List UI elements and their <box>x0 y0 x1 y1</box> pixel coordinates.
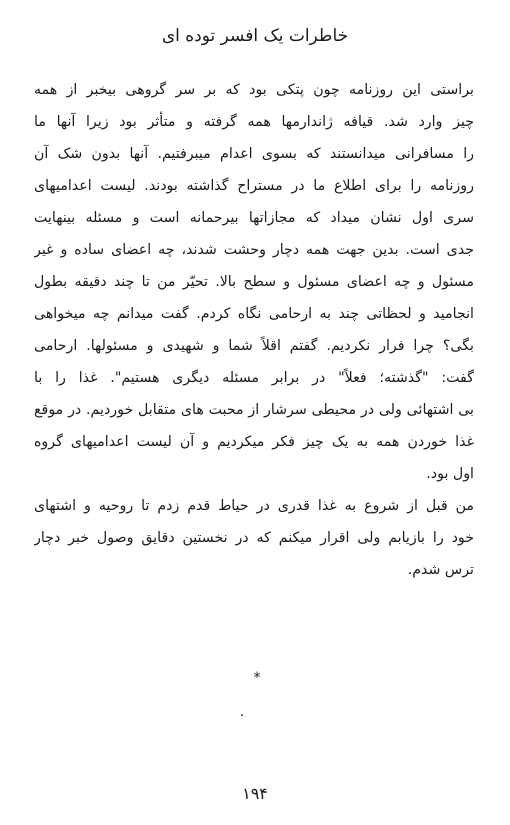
text-line: من قبل از شروع به غذا قدری در حیاط قدم زدم تا روحیه و اشتهای <box>34 498 474 514</box>
text-line: سری اول نشان میداد که مجازاتها بیرحمانه است و مسئله بینهایت <box>34 210 474 226</box>
paragraph-2 <box>34 490 474 586</box>
text-line: غذا خوردن همه به یک چیز فکر میکردیم و آن لیست اعدامیهای گروه <box>34 434 474 450</box>
text-line: انجامید و لحظاتی چند به ارحامی نگاه کردم. گفت میدانم چه میخواهی <box>34 306 474 322</box>
text-line: روزنامه را برای اطلاع ما در مستراح گذاشته بودند. لیست اعدامیهای <box>34 178 474 194</box>
text-line: ترس شدم. <box>407 562 474 578</box>
body-text <box>34 74 474 586</box>
text-line: مسئول و چه اعضای مسئول و سطح بالا. تحیّر من تا چند دقیقه بطول <box>34 274 474 290</box>
paragraph-1 <box>34 74 474 490</box>
text-line: بی اشتهائی ولی در محیطی سرشار از محبت های متقابل خوردیم. در موقع <box>34 402 474 418</box>
text-line: جدی است. بدین جهت همه دچار وحشت شدند، چه اعضای ساده و غیر <box>34 242 474 258</box>
text-line: را مسافرانی میدانستند که بسوی اعدام میبرفتیم. آنها بدون شک آن <box>34 146 474 162</box>
text-line: چیز وارد شد. قیافه ژاندارمها همه گرفته و متأثر بود زیرا آنها ما <box>34 114 474 130</box>
text-line: اول بود. <box>426 466 474 482</box>
running-title: خاطرات یک افسر توده ای <box>161 26 349 46</box>
text-line: خود را بازیابم ولی اقرار میکنم که در نخستین دقایق وصول خبر دچار <box>34 530 474 546</box>
text-line: براستی این روزنامه چون پتکی بود که بر سر گروهی بیخبر از همه <box>34 82 474 98</box>
page-number: ۱۹۴ <box>242 784 268 803</box>
section-break-asterisk: * <box>253 670 261 686</box>
text-line: بگی؟ چرا فرار نکردیم. گفتم اقلاً شما و شهیدی و مسئولها. ارحامی <box>34 338 474 354</box>
text-line: گفت: "گذشته؛ فعلاً" در برابر مسئله دیگری هستیم". غذا را با <box>34 370 474 386</box>
section-break-dot: . <box>239 704 245 720</box>
